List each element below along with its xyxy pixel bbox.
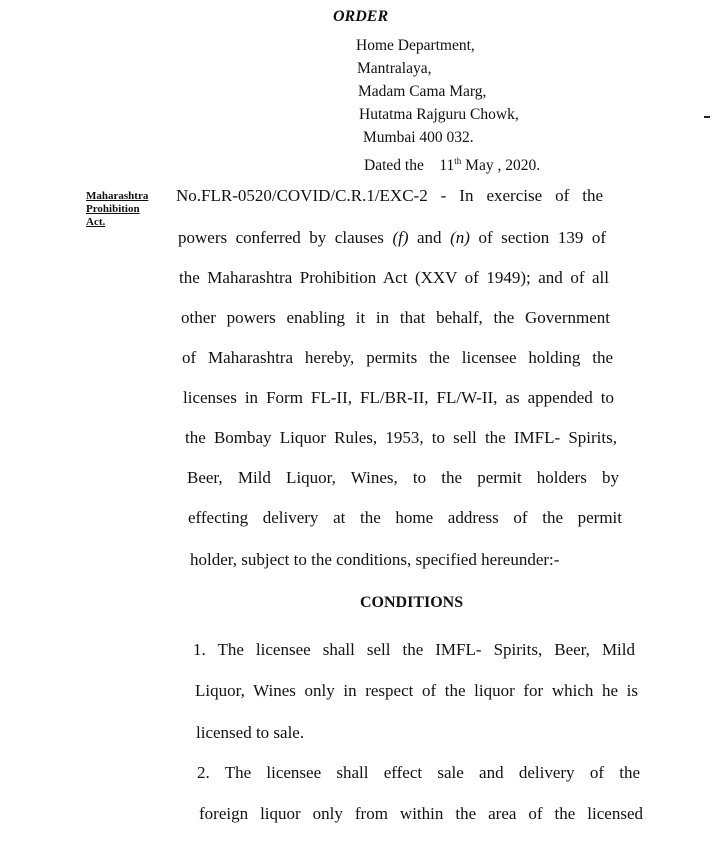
body-line: licenses in Form FL-II, FL/BR-II, FL/W-II, as appended to bbox=[183, 388, 614, 407]
address-line: Madam Cama Marg, bbox=[358, 83, 487, 100]
clause-n: (n) bbox=[450, 228, 470, 247]
body-line: other powers enabling it in that behalf, the Government bbox=[181, 308, 610, 327]
condition-line: 1. The licensee shall sell the IMFL- Spirits, Beer, Mild bbox=[193, 640, 635, 659]
margin-note-line: Prohibition bbox=[86, 203, 140, 215]
body-line: the Maharashtra Prohibition Act (XXV of 1949); and of all bbox=[179, 268, 609, 287]
dated-day: 11 bbox=[439, 157, 455, 175]
body-line bbox=[178, 228, 606, 248]
body-line: the Bombay Liquor Rules, 1953, to sell the IMFL- Spirits, bbox=[185, 428, 617, 447]
conditions-heading: CONDITIONS bbox=[360, 594, 464, 611]
body-line: Beer, Mild Liquor, Wines, to the permit holders by bbox=[187, 468, 619, 487]
address-line: Hutatma Rajguru Chowk, bbox=[359, 106, 519, 123]
condition-line: 2. The licensee shall effect sale and delivery of the bbox=[197, 763, 640, 782]
margin-note bbox=[86, 190, 148, 229]
address-line: Home Department, bbox=[356, 37, 475, 54]
clause-f: (f) bbox=[392, 228, 409, 247]
text: and bbox=[408, 228, 451, 247]
body-line: effecting delivery at the home address of the permit bbox=[188, 508, 622, 527]
margin-note-line: Maharashtra bbox=[86, 190, 149, 202]
dated-rest: May , 2020. bbox=[465, 157, 541, 175]
dated-prefix: Dated the bbox=[364, 157, 424, 175]
body-line: of Maharashtra hereby, permits the licensee holding the bbox=[182, 348, 613, 367]
condition-line: licensed to sale. bbox=[196, 723, 305, 742]
text: of section 139 of bbox=[469, 228, 607, 247]
scan-mark bbox=[704, 116, 710, 118]
address-line: Mumbai 400 032. bbox=[363, 129, 474, 146]
body-line: No.FLR-0520/COVID/C.R.1/EXC-2 - In exercise of the bbox=[176, 186, 603, 205]
condition-line: Liquor, Wines only in respect of the liquor for which he is bbox=[195, 681, 638, 700]
dated-suffix: th bbox=[454, 156, 462, 166]
condition-line: foreign liquor only from within the area of the licensed bbox=[199, 804, 643, 823]
body-line: holder, subject to the conditions, specified hereunder:- bbox=[190, 550, 560, 569]
margin-note-line: Act. bbox=[86, 216, 106, 228]
address-line: Mantralaya, bbox=[357, 60, 432, 77]
dated-line bbox=[364, 151, 540, 176]
order-title: ORDER bbox=[333, 8, 389, 25]
text: powers conferred by clauses bbox=[178, 228, 393, 247]
